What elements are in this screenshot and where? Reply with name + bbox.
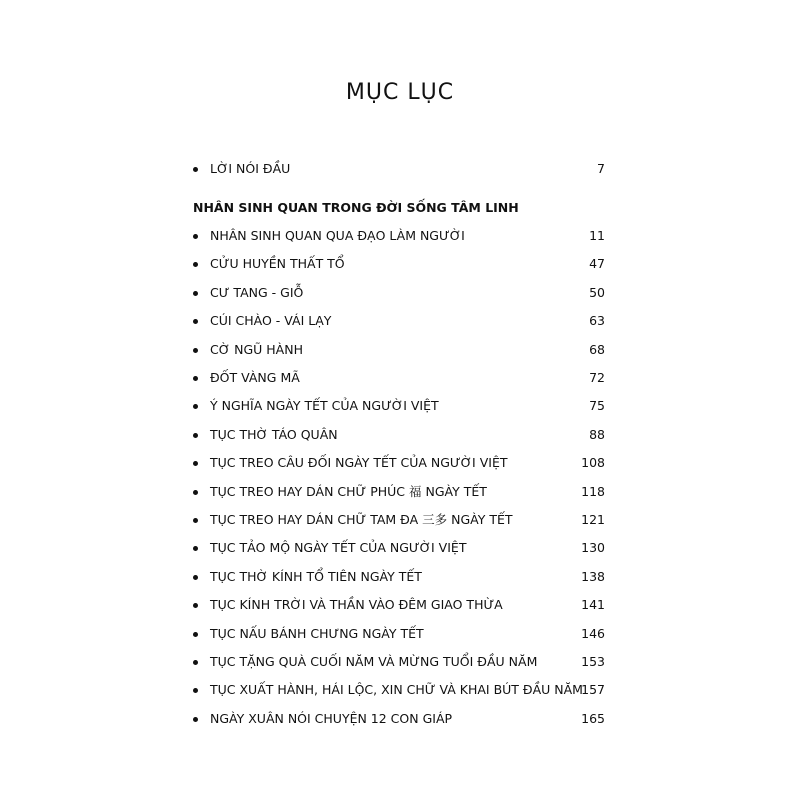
entry-page-number: 88 xyxy=(589,426,605,442)
toc-entry xyxy=(193,226,605,246)
entry-title: TỤC THỜ KÍNH TỔ TIÊN NGÀY TẾT xyxy=(210,568,422,584)
bullet-icon xyxy=(193,546,198,551)
entry-title: Ý NGHĨA NGÀY TẾT CỦA NGƯỜI VIỆT xyxy=(210,398,439,414)
bullet-icon xyxy=(193,262,198,267)
entry-page-number: 50 xyxy=(589,284,605,300)
toc-entry xyxy=(193,283,605,303)
toc-entry xyxy=(193,368,605,388)
entry-page-number: 7 xyxy=(597,161,605,176)
toc-entry-intro xyxy=(193,159,605,179)
toc-entry xyxy=(193,709,605,729)
toc-entry xyxy=(193,482,605,502)
entry-title: NHÂN SINH QUAN QUA ĐẠO LÀM NGƯỜI xyxy=(210,228,465,243)
entry-title: CÚI CHÀO - VÁI LẠY xyxy=(210,313,332,329)
bullet-icon xyxy=(193,603,198,608)
toc-entry xyxy=(193,453,605,473)
bullet-icon xyxy=(193,348,198,353)
entry-page-number: 47 xyxy=(589,256,605,272)
entry-title: TỤC TREO HAY DÁN CHỮ TAM ĐA 三多 NGÀY TẾT xyxy=(210,512,513,527)
toc-entry xyxy=(193,311,605,331)
toc-entry xyxy=(193,396,605,416)
toc-entry xyxy=(193,340,605,360)
page-title: MỤC LỤC xyxy=(345,80,455,105)
entry-title: CỬU HUYỀN THẤT TỔ xyxy=(210,256,345,272)
bullet-icon xyxy=(193,404,198,409)
bullet-icon xyxy=(193,688,198,693)
bullet-icon xyxy=(193,717,198,722)
entry-page-number: 165 xyxy=(581,710,605,726)
toc-entry xyxy=(193,538,605,558)
bullet-icon xyxy=(193,461,198,466)
entry-title: TỤC TẶNG QUÀ CUỐI NĂM VÀ MỪNG TUỔI ĐẦU NĂM xyxy=(210,654,538,669)
toc-entry xyxy=(193,652,605,672)
entry-title: TỤC TREO HAY DÁN CHỮ PHÚC 福 NGÀY TẾT xyxy=(210,483,487,499)
entry-page-number: 138 xyxy=(581,568,605,584)
entry-page-number: 63 xyxy=(589,313,605,329)
toc-entry xyxy=(193,567,605,587)
entry-page-number: 75 xyxy=(589,398,605,414)
bullet-icon xyxy=(193,490,198,495)
bullet-icon xyxy=(193,518,198,523)
entry-page-number: 72 xyxy=(589,370,605,385)
entry-title: CƯ TANG - GIỖ xyxy=(210,284,304,300)
entry-page-number: 68 xyxy=(589,341,605,357)
entry-page-number: 141 xyxy=(581,597,605,613)
bullet-icon xyxy=(193,376,198,381)
entry-title: CỜ NGŨ HÀNH xyxy=(210,341,303,357)
entry-page-number: 11 xyxy=(589,228,605,243)
toc-entry xyxy=(193,595,605,615)
entry-page-number: 118 xyxy=(581,483,605,499)
bullet-icon xyxy=(193,433,198,438)
bullet-icon xyxy=(193,660,198,665)
section-heading: NHÂN SINH QUAN TRONG ĐỜI SỐNG TÂM LINH xyxy=(193,200,519,215)
entry-title: TỤC XUẤT HÀNH, HÁI LỘC, XIN CHỮ VÀ KHAI BÚT ĐẦU NĂM xyxy=(210,682,583,698)
toc-entry xyxy=(193,254,605,274)
entry-title: ĐỐT VÀNG MÃ xyxy=(210,370,300,385)
entry-title: TỤC KÍNH TRỜI VÀ THẦN VÀO ĐÊM GIAO THỪA xyxy=(210,597,503,613)
bullet-icon xyxy=(193,575,198,580)
entry-title: NGÀY XUÂN NÓI CHUYỆN 12 CON GIÁP xyxy=(210,710,453,726)
entry-page-number: 146 xyxy=(581,625,605,641)
entry-page-number: 153 xyxy=(581,654,605,669)
toc-entry xyxy=(193,510,605,530)
toc-entry xyxy=(193,425,605,445)
entry-title: TỤC THỜ TÁO QUÂN xyxy=(210,426,338,442)
entry-page-number: 130 xyxy=(581,540,605,556)
entry-title: TỤC TREO CÂU ĐỐI NGÀY TẾT CỦA NGƯỜI VIỆT xyxy=(210,455,508,471)
entry-title: LỜI NÓI ĐẦU xyxy=(210,161,291,176)
bullet-icon xyxy=(193,319,198,324)
bullet-icon xyxy=(193,632,198,637)
entry-page-number: 108 xyxy=(581,455,605,471)
bullet-icon xyxy=(193,167,198,172)
entry-page-number: 157 xyxy=(581,682,605,698)
bullet-icon xyxy=(193,291,198,296)
entry-title: TỤC NẤU BÁNH CHƯNG NGÀY TẾT xyxy=(210,625,424,641)
toc-entry xyxy=(193,624,605,644)
entry-title: TỤC TẢO MỘ NGÀY TẾT CỦA NGƯỜI VIỆT xyxy=(210,540,467,556)
toc-entry xyxy=(193,680,605,700)
bullet-icon xyxy=(193,234,198,239)
entry-page-number: 121 xyxy=(581,512,605,527)
